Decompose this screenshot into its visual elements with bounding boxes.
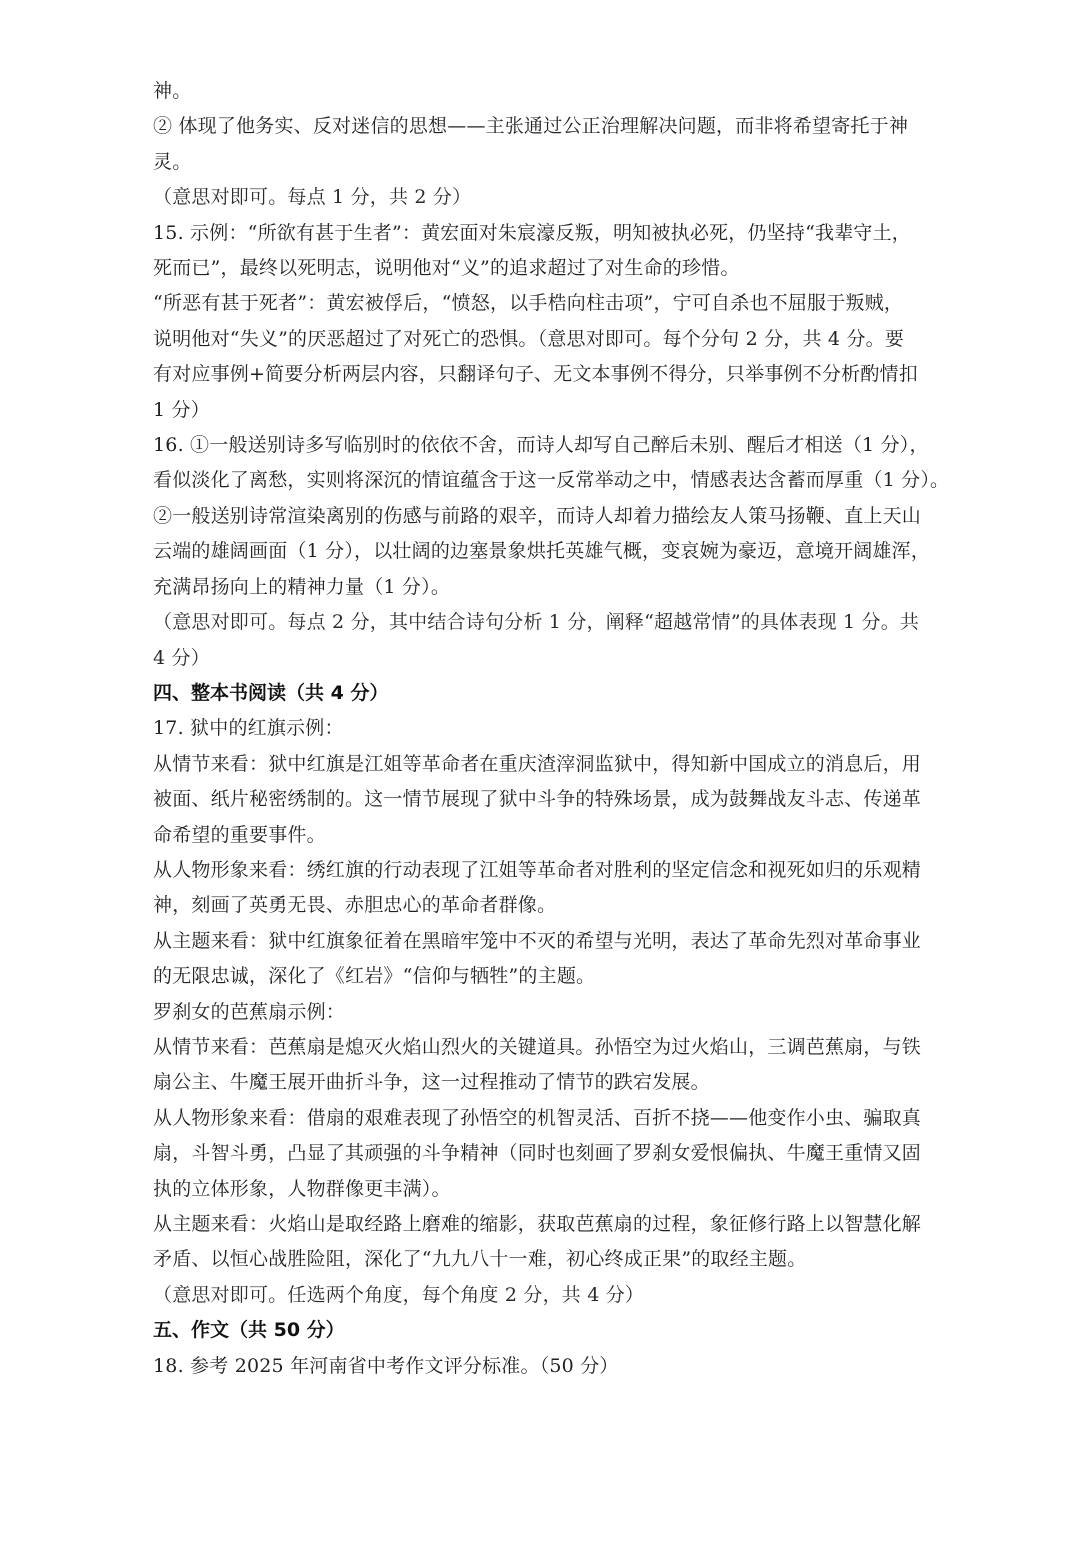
- text-line: “所恶有甚于死者”：黄宏被俘后，“愤怒，以手梏向柱击项”，宁可自杀也不屈服于叛贼，: [153, 292, 904, 315]
- text-line: 1 分）: [153, 398, 210, 421]
- section-heading: 五、作文（共 50 分）: [153, 1319, 345, 1342]
- text-line: ② 体现了他务实、反对迷信的思想——主张通过公正治理解决问题，而非将希望寄托于神: [153, 115, 909, 138]
- section-heading: 四、整本书阅读（共 4 分）: [153, 681, 389, 704]
- text-line: 从主题来看：狱中红旗象征着在黑暗牢笼中不灭的希望与光明，表达了革命先烈对革命事业: [153, 929, 922, 952]
- text-line: ②一般送别诗常渲染离别的伤感与前路的艰辛，而诗人却着力描绘友人策马扬鞭、直上天山: [153, 504, 922, 527]
- text-line: 扇，斗智斗勇，凸显了其顽强的斗争精神（同时也刻画了罗刹女爱恨偏执、牛魔王重情又固: [153, 1142, 922, 1165]
- text-line: 神，刻画了英勇无畏、赤胆忠心的革命者群像。: [153, 894, 557, 917]
- text-line: 18. 参考 2025 年河南省中考作文评分标准。（50 分）: [153, 1354, 619, 1377]
- text-line: 从情节来看：芭蕉扇是熄灭火焰山烈火的关键道具。孙悟空为过火焰山，三调芭蕉扇，与铁: [153, 1035, 922, 1058]
- text-line: 从人物形象来看：借扇的艰难表现了孙悟空的机智灵活、百折不挠——他变作小虫、骗取真: [153, 1106, 922, 1129]
- text-line: 被面、纸片秘密绣制的。这一情节展现了狱中斗争的特殊场景，成为鼓舞战友斗志、传递革: [153, 788, 922, 811]
- text-line: 扇公主、牛魔王展开曲折斗争，这一过程推动了情节的跌宕发展。: [153, 1071, 710, 1094]
- text-line: 从主题来看：火焰山是取经路上磨难的缩影，获取芭蕉扇的过程，象征修行路上以智慧化解: [153, 1213, 922, 1235]
- text-line: 看似淡化了离愁，实则将深沉的情谊蕴含于这一反常举动之中，情感表达含蓄而厚重（1 分）。: [153, 469, 950, 492]
- text-line: 矛盾、以恒心战胜险阻，深化了“九九八十一难，初心终成正果”的取经主题。: [153, 1248, 807, 1271]
- text-line: 云端的雄阔画面（1 分），以壮阔的边塞景象烘托英雄气概，变哀婉为豪迈，意境开阔雄浑，: [153, 540, 931, 563]
- text-line: 命希望的重要事件。: [153, 823, 326, 846]
- text-line: 说明他对“失义”的厌恶超过了对死亡的恐惧。（意思对即可。每个分句 2 分，共 4 分。要: [153, 327, 905, 350]
- scoring-note-line: （意思对即可。任选两个角度，每个角度 2 分，共 4 分）: [153, 1283, 645, 1306]
- text-line: 死而已”，最终以死明志，说明他对“义”的追求超过了对生命的珍惜。: [153, 257, 740, 280]
- text-line: 充满昂扬向上的精神力量（1 分）。: [153, 575, 451, 598]
- text-line: 有对应事例+简要分析两层内容，只翻译句子、无文本事例不得分，只举事例不分析酌情扣: [153, 363, 918, 386]
- text-line: 16. ①一般送别诗多写临别时的依依不舍，而诗人却写自己醉后未别、醒后才相送（1 分），: [153, 434, 929, 457]
- text-line: 罗刹女的芭蕉扇示例：: [153, 1000, 346, 1023]
- text-line: 从人物形象来看：绣红旗的行动表现了江姐等革命者对胜利的坚定信念和视死如归的乐观精: [153, 858, 922, 881]
- text-line: 15. 示例：“所欲有甚于生者”：黄宏面对朱宸濠反叛，明知被执必死，仍坚持“我辈守土，: [153, 221, 911, 244]
- scoring-note-line: （意思对即可。每点 1 分，共 2 分）: [153, 186, 472, 209]
- text-line: 17. 狱中的红旗示例：: [153, 717, 344, 740]
- text-line: 灵。: [153, 150, 192, 173]
- scoring-note-line: 4 分）: [153, 646, 210, 669]
- text-line: 从情节来看：狱中红旗是江姐等革命者在重庆渣滓洞监狱中，得知新中国成立的消息后，用: [153, 752, 922, 775]
- text-line: 神。: [153, 80, 192, 102]
- text-line: 执的立体形象，人物群像更丰满）。: [153, 1177, 451, 1200]
- answer-key-page: [153, 74, 973, 1384]
- text-line: 的无限忠诚，深化了《红岩》“信仰与牺牲”的主题。: [153, 965, 596, 988]
- scoring-note-line: （意思对即可。每点 2 分，其中结合诗句分析 1 分，阐释“超越常情”的具体表现 1 分。共: [153, 611, 920, 634]
